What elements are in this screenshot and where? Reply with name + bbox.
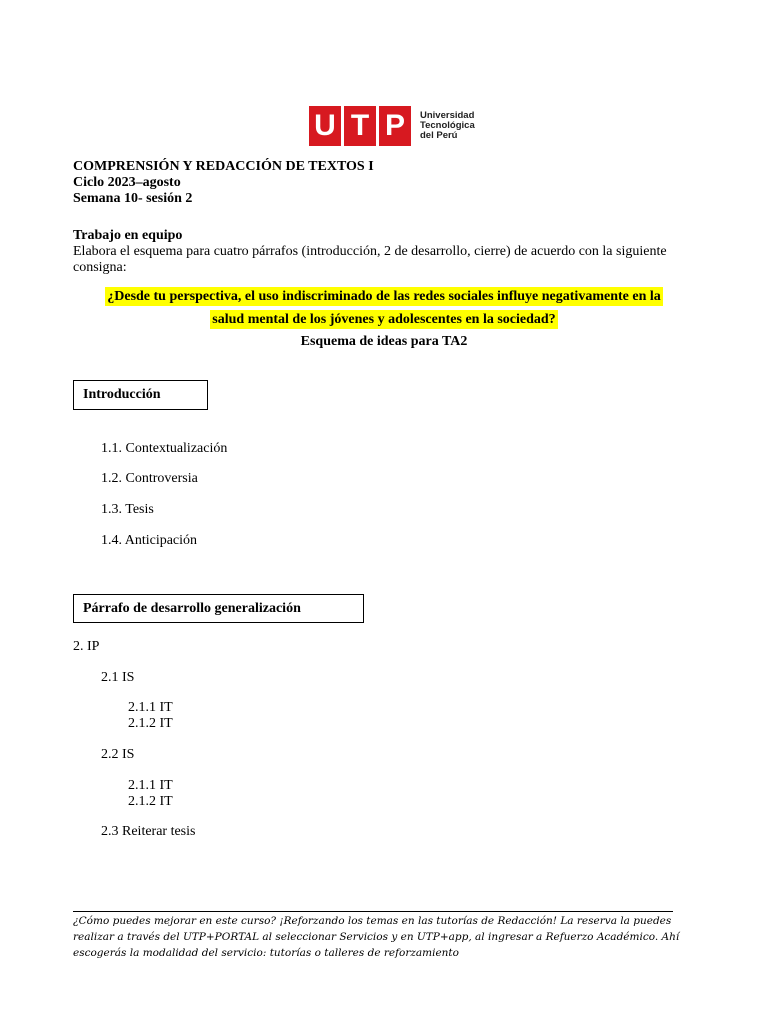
question-line-1 xyxy=(74,289,694,305)
course-title: COMPRENSIÓN Y REDACCIÓN DE TEXTOS I xyxy=(73,159,374,174)
intro-item-controversy: 1.2. Controversia xyxy=(101,471,198,486)
utp-logo xyxy=(309,106,475,146)
footer-divider xyxy=(73,911,673,912)
footer-note xyxy=(73,913,683,961)
reiterate-thesis: 2.3 Reiterar tesis xyxy=(101,824,196,839)
logo-letter-u: U xyxy=(309,106,341,146)
footer-line-3: escogerás la modalidad del servicio: tutorías o talleres de reforzamiento xyxy=(73,947,459,959)
tertiary-idea-1-2: 2.1.2 IT xyxy=(128,716,173,731)
intro-item-thesis: 1.3. Tesis xyxy=(101,502,154,517)
secondary-idea-1: 2.1 IS xyxy=(101,670,135,685)
introduction-heading-box xyxy=(73,380,208,410)
intro-item-anticipation: 1.4. Anticipación xyxy=(101,533,198,548)
tertiary-idea-1-1: 2.1.1 IT xyxy=(128,700,173,715)
footer-line-1: ¿Cómo puedes mejorar en este curso? ¡Reforzando los temas en las tutorías de Redacción! La reserva la puedes xyxy=(73,915,672,927)
assignment-instruction: Elabora el esquema para cuatro párrafos (introducción, 2 de desarrollo, cierre) de acuerdo con la siguiente consigna: xyxy=(73,244,667,275)
course-week: Semana 10- sesión 2 xyxy=(73,191,193,206)
question-line-2 xyxy=(74,312,694,328)
assignment-title: Trabajo en equipo xyxy=(73,228,183,243)
footer-line-2: realizar a través del UTP+PORTAL al seleccionar Servicios y en UTP+app, al ingresar a Refuerzo Académico. Ahí xyxy=(73,931,680,943)
document-header xyxy=(73,159,374,207)
development-heading: Párrafo de desarrollo generalización xyxy=(83,600,301,616)
introduction-heading: Introducción xyxy=(83,387,161,402)
question-line-2-text: salud mental de los jóvenes y adolescentes en la sociedad? xyxy=(212,312,556,327)
main-idea: 2. IP xyxy=(73,639,100,654)
tertiary-idea-2-2: 2.1.2 IT xyxy=(128,794,173,809)
logo-text-line-2: Tecnológica xyxy=(420,120,475,131)
logo-letter-p: P xyxy=(379,106,411,146)
logo-letter-t: T xyxy=(344,106,376,146)
logo-text xyxy=(420,111,475,141)
secondary-idea-2: 2.2 IS xyxy=(101,747,135,762)
logo-text-line-3: del Perú xyxy=(420,130,458,141)
development-heading-box xyxy=(73,594,364,623)
tertiary-idea-2-1: 2.1.1 IT xyxy=(128,778,173,793)
question-line-1-text: ¿Desde tu perspectiva, el uso indiscriminado de las redes sociales influye negativamente en la xyxy=(107,289,661,304)
scheme-title: Esquema de ideas para TA2 xyxy=(300,334,468,349)
logo-text-line-1: Universidad xyxy=(420,110,475,121)
intro-item-contextualization: 1.1. Contextualización xyxy=(101,441,228,456)
course-cycle: Ciclo 2023–agosto xyxy=(73,175,181,190)
